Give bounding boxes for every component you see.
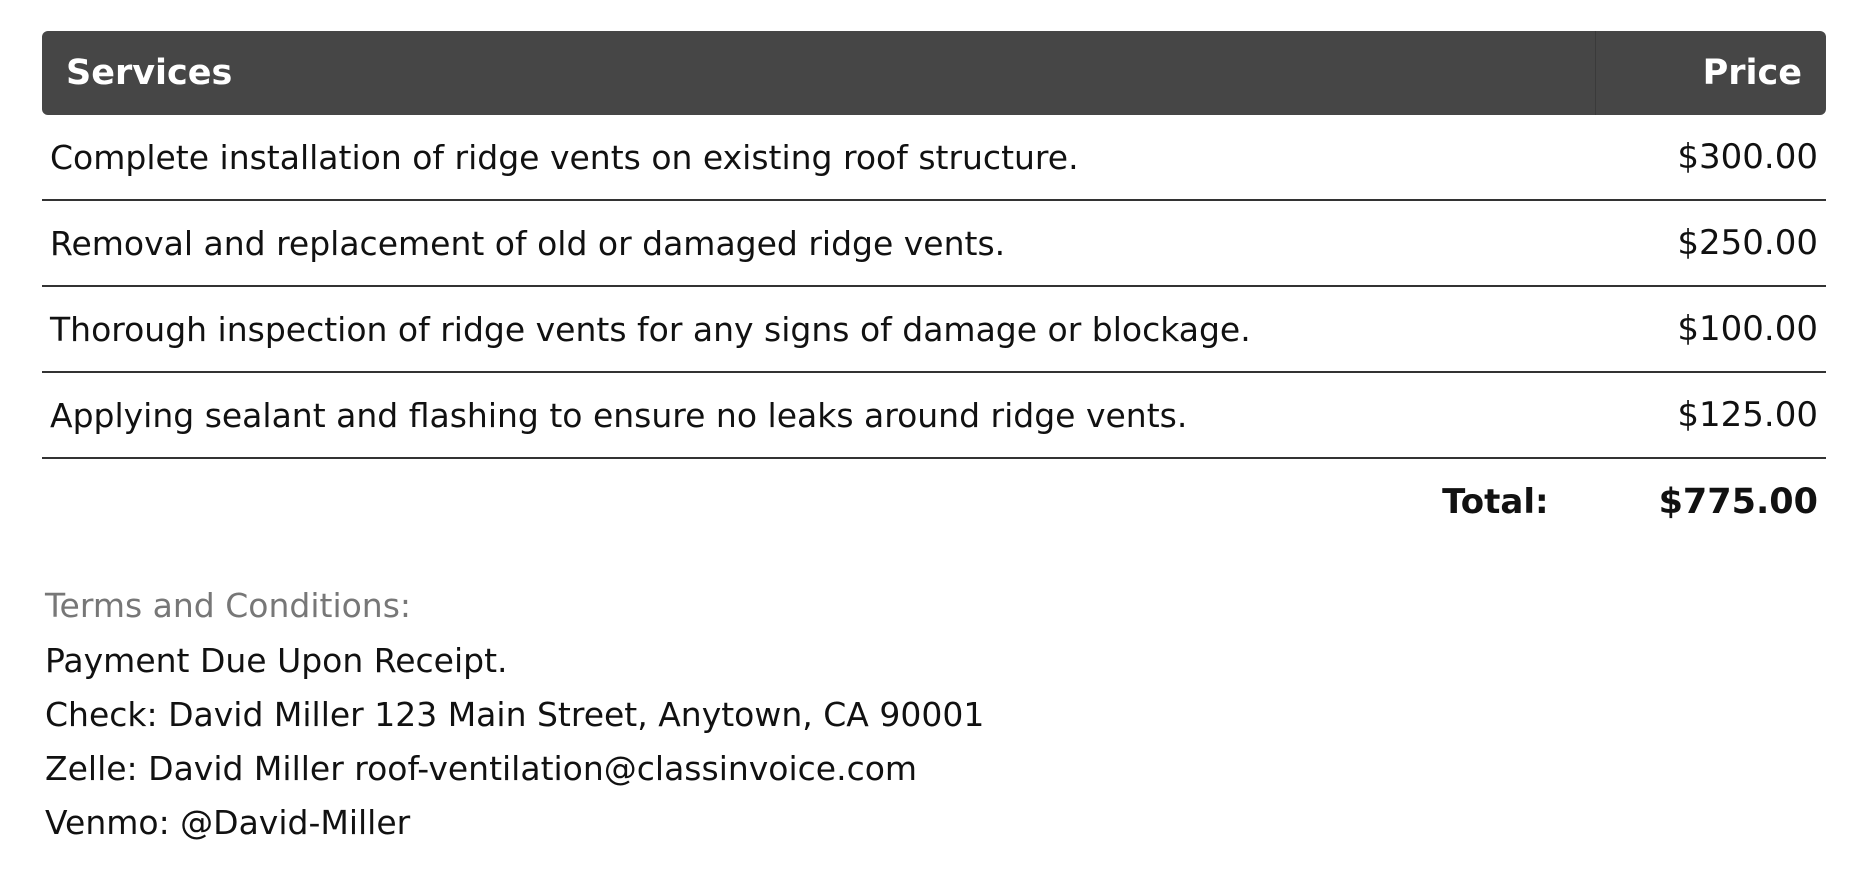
total-label: Total: [1442,482,1549,522]
service-description: Applying sealant and flashing to ensure no leaks around ridge vents. [50,395,1188,435]
venmo-payment-text: Venmo: @David-Miller [45,803,411,842]
services-table [42,31,1826,545]
terms-section [45,578,984,850]
table-header [42,31,1826,115]
service-description: Complete installation of ridge vents on existing roof structure. [50,137,1079,177]
service-price: $300.00 [1677,137,1818,177]
services-column-header: Services [42,31,1596,115]
table-row [42,287,1826,373]
service-price: $250.00 [1677,223,1818,263]
total-value: $775.00 [1658,482,1818,522]
total-row [42,459,1826,545]
price-column-header: Price [1702,53,1802,93]
terms-heading: Terms and Conditions: [45,586,412,625]
table-row [42,201,1826,287]
zelle-payment-text: Zelle: David Miller roof-ventilation@classinvoice.com [45,749,918,788]
service-description: Thorough inspection of ridge vents for any signs of damage or blockage. [50,309,1251,349]
check-payment-text: Check: David Miller 123 Main Street, Anytown, CA 90001 [45,695,985,734]
table-row [42,373,1826,459]
service-price: $125.00 [1677,395,1818,435]
service-description: Removal and replacement of old or damaged ridge vents. [50,223,1006,263]
payment-due-text: Payment Due Upon Receipt. [45,641,508,680]
table-row [42,115,1826,201]
service-price: $100.00 [1677,309,1818,349]
